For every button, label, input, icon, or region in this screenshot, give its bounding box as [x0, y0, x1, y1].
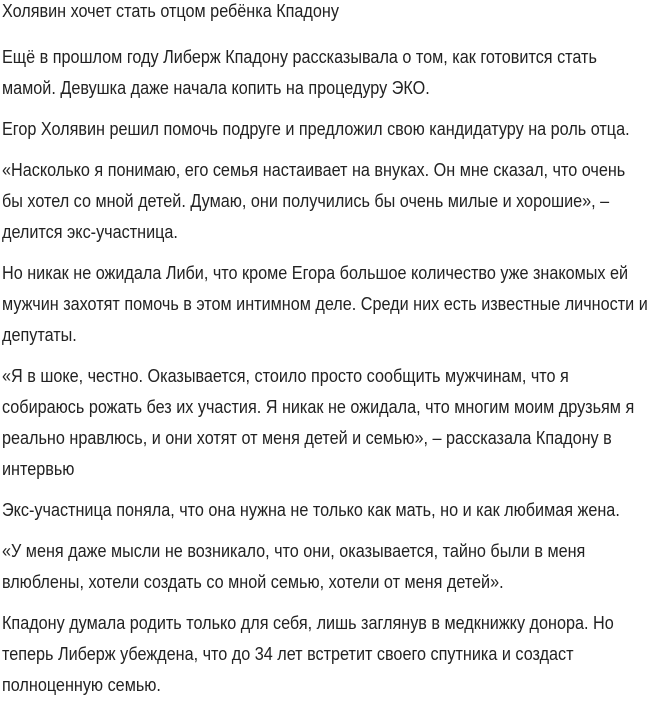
- article-title: Холявин хочет стать отцом ребёнка Кпадону: [2, 1, 339, 21]
- article-body: [2, 0, 650, 711]
- paragraph-egor-offer: Егор Холявин решил помочь подруге и предложил свою кандидатуру на роль отца.: [2, 119, 630, 139]
- paragraph-quote-family: «Насколько я понимаю, его семья настаивает на внуках. Он мне сказал, что очень бы хотел со мной детей. Думаю, они получились бы очень милые и хорошие», – делится экс-участница.: [2, 160, 626, 242]
- paragraph-other-men: Но никак не ожидала Либи, что кроме Егора большое количество уже знакомых ей мужчин захотят помочь в этом интимном деле. Среди них есть известные личности и депутаты.: [2, 263, 648, 345]
- paragraph-quote-secret-love: «У меня даже мысли не возникало, что они, оказывается, тайно были в меня влюблены, хотели создать со мной семью, хотели от меня детей».: [2, 541, 586, 592]
- paragraph-quote-shock: «Я в шоке, честно. Оказывается, стоило просто сообщить мужчинам, что я собираюсь рожать без их участия. Я никак не ожидала, что многим моим друзьям я реально нравлюсь, и они хотят от меня детей и семью», – рассказала Кпадону в интервью: [2, 366, 635, 479]
- paragraph-beloved-wife: Экс-участница поняла, что она нужна не только как мать, но и как любимая жена.: [2, 500, 620, 520]
- paragraph-conclusion: Кпадону думала родить только для себя, лишь заглянув в медкнижку донора. Но теперь Либерж убеждена, что до 34 лет встретит своего спутника и создаст полноценную семью.: [2, 613, 614, 695]
- paragraph-eko-plans: Ещё в прошлом году Либерж Кпадону рассказывала о том, как готовится стать мамой. Девушка даже начала копить на процедуру ЭКО.: [2, 47, 597, 98]
